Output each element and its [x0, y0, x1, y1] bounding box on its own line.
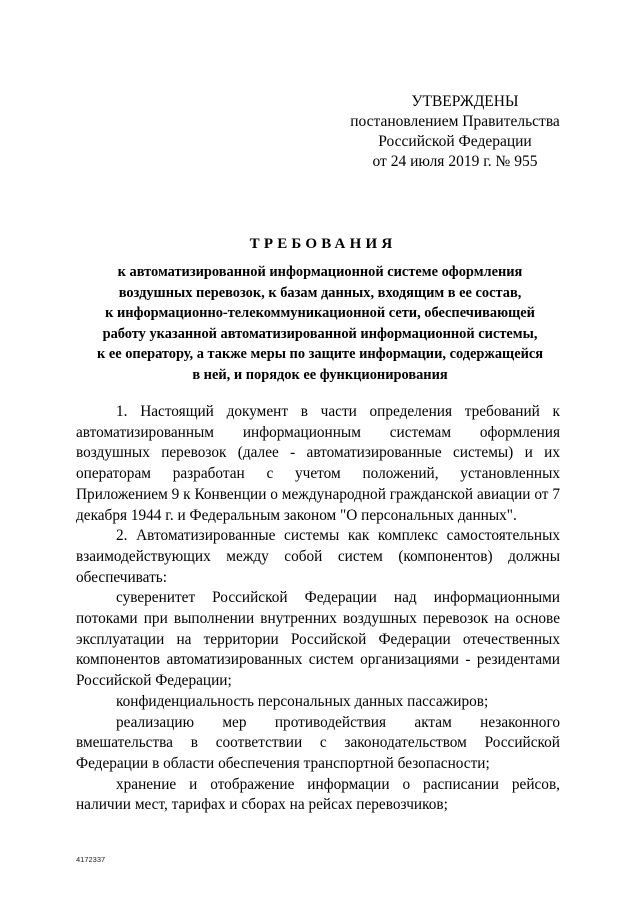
subtitle-line: к информационно-телекоммуникационной сети, обеспечивающей [105, 305, 535, 321]
document-body [76, 402, 560, 816]
approval-stamp [330, 92, 580, 172]
subtitle-line: к ее оператору, а также меры по защите информации, содержащейся [96, 346, 544, 362]
paragraph-confidentiality: конфиденциальность персональных данных пассажиров; [116, 692, 489, 710]
subtitle-line: к автоматизированной информационной системе оформления [117, 264, 523, 280]
paragraph-security-measures: реализацию мер противодействия актам незаконного вмешательства в соответствии с законодательством Российской Федерации в области обеспечения транспортной безопасности; [76, 713, 560, 772]
subtitle-line: воздушных перевозок, к базам данных, входящим в ее состав, [118, 284, 522, 301]
paragraph-2: 2. Автоматизированные системы как комплекс самостоятельных взаимодействующих между собой систем (компонентов) должны обеспечивать: [76, 527, 560, 586]
footer-doc-number: 4172337 [76, 855, 106, 864]
document-subtitle [70, 262, 570, 385]
approval-date-number-line: от 24 июля 2019 г. № 955 [372, 153, 538, 170]
subtitle-line: в ней, и порядок ее функционирования [192, 366, 448, 383]
subtitle-line: работу указанной автоматизированной информационной системы, [102, 325, 538, 342]
approval-heading: УТВЕРЖДЕНЫ [411, 93, 519, 110]
paragraph-sovereignty: суверенитет Российской Федерации над информационными потоками при выполнении внутренних воздушных перевозок на основе эксплуатации на территории Российской Федерации отечественных компонентов автоматизированных систем организациями - резидентами Российской Федерации; [76, 589, 560, 690]
paragraph-1: 1. Настоящий документ в части определения требований к автоматизированным информационным системам оформления воздушных перевозок (далее - автоматизированные системы) и их операторам разработан с учетом положений, установленных Приложением 9 к Конвенции о международной гражданской авиации от 7 декабря 1944 г. и Федеральным законом "О персональных данных". [76, 403, 560, 524]
paragraph-schedule-storage: хранение и отображение информации о расписании рейсов, наличии мест, тарифах и сборах на рейсах перевозчиков; [76, 775, 560, 814]
approval-resolution-line: постановлением Правительства [350, 113, 560, 130]
approval-government-line: Российской Федерации [378, 133, 532, 150]
document-title: ТРЕБОВАНИЯ [249, 236, 397, 252]
